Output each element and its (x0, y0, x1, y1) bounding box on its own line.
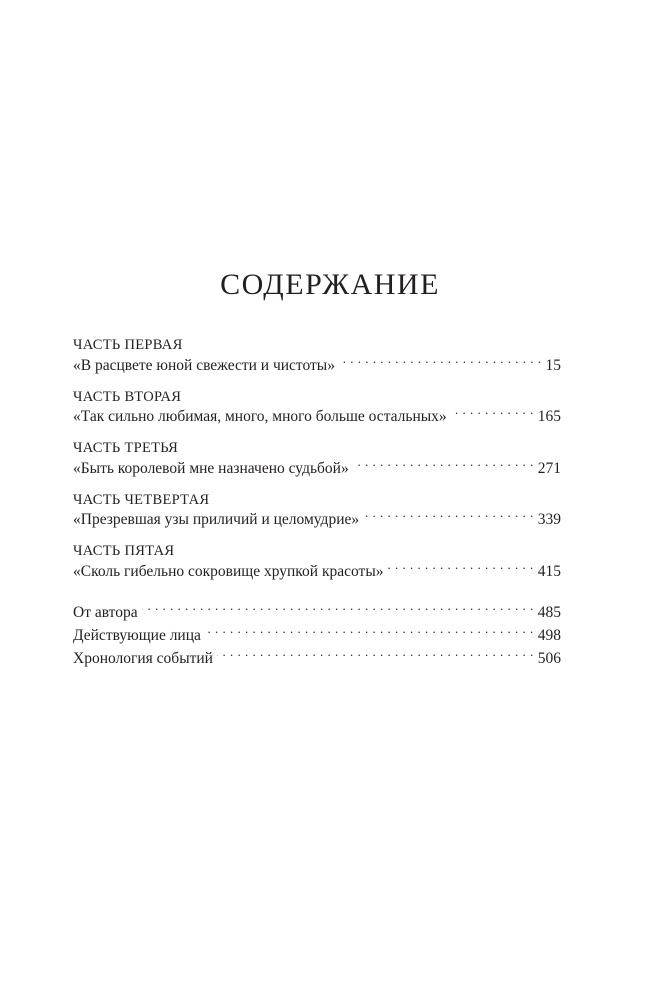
toc-entry[interactable] (73, 560, 561, 583)
toc-part-1 (73, 336, 561, 377)
toc-entry[interactable] (73, 602, 561, 625)
toc-entry-title: Действующие лица (73, 627, 201, 644)
toc-part-5 (73, 542, 561, 583)
toc-entry-page: 15 (545, 356, 561, 374)
toc-entry[interactable] (73, 406, 561, 429)
toc-entry-page: 271 (537, 459, 561, 477)
toc-entry[interactable] (73, 648, 561, 671)
toc-entry-title: «Презревшая узы приличий и целомудрие» (73, 511, 360, 528)
dot-leader (363, 509, 534, 525)
part-heading: ЧАСТЬ ПЯТАЯ (73, 543, 175, 559)
part-heading: ЧАСТЬ ЧЕТВЕРТАЯ (73, 491, 210, 508)
dot-leader (451, 406, 534, 422)
part-heading: ЧАСТЬ ВТОРАЯ (73, 388, 182, 405)
dot-leader (353, 457, 534, 473)
toc-part-3 (73, 439, 561, 480)
toc-entry-page: 165 (537, 408, 561, 425)
toc-entry-page: 498 (537, 627, 561, 644)
dot-leader (205, 625, 534, 641)
toc-entry[interactable] (73, 354, 561, 377)
toc-entry-title: «Так сильно любимая, много, много больше остальных» (73, 408, 447, 425)
dot-leader (217, 648, 534, 664)
toc-entry[interactable] (73, 509, 561, 532)
toc-part-4 (73, 491, 561, 532)
dot-leader (142, 602, 534, 618)
table-of-contents (73, 336, 561, 671)
toc-part-2 (73, 388, 561, 429)
dot-leader (339, 354, 542, 370)
toc-entry-title: «В расцвете юной свежести и чистоты» (73, 356, 335, 374)
toc-entry-page: 339 (537, 511, 561, 528)
toc-entry[interactable] (73, 625, 561, 648)
part-heading: ЧАСТЬ ТРЕТЬЯ (73, 440, 179, 456)
part-heading: ЧАСТЬ ПЕРВАЯ (73, 337, 183, 353)
toc-entry-title: Хронология событий (73, 650, 213, 667)
toc-entry-title: От автора (73, 604, 138, 621)
toc-entry[interactable] (73, 457, 561, 480)
dot-leader (387, 560, 533, 576)
toc-entry-page: 506 (537, 650, 561, 667)
toc-entry-page: 485 (537, 604, 561, 621)
toc-entry-title: «Быть королевой мне назначено судьбой» (73, 459, 349, 477)
toc-entry-title: «Сколь гибельно сокровище хрупкой красоты» (73, 562, 384, 580)
toc-appendix (73, 602, 561, 671)
page-title: СОДЕРЖАНИЕ (220, 268, 440, 301)
toc-entry-page: 415 (537, 562, 561, 580)
